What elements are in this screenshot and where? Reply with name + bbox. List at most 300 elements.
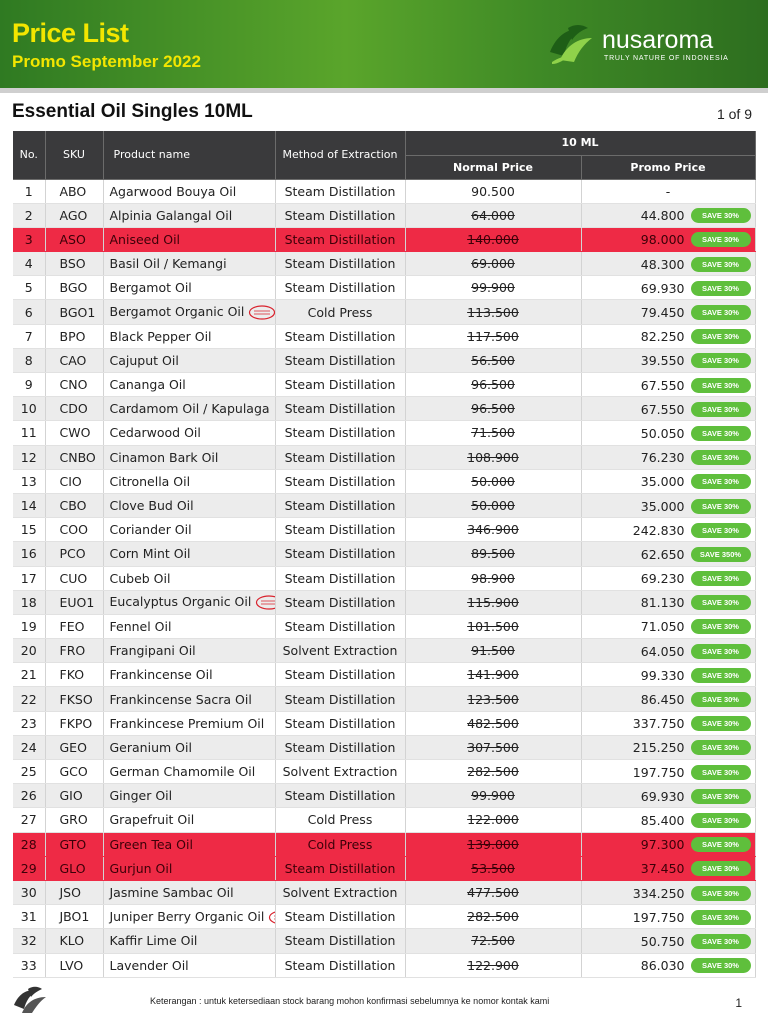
normal-price-text: 141.900 (467, 667, 519, 683)
save-badge: SAVE 30% (691, 644, 751, 659)
cell-product-name (103, 566, 275, 590)
cell-method: Steam Distillation (275, 373, 405, 397)
cell-method: Steam Distillation (275, 203, 405, 227)
normal-price-text: 69.000 (471, 256, 515, 272)
table-row (13, 542, 755, 566)
promo-price-text: 242.830 (632, 522, 685, 538)
product-name-text: Fennel Oil (109, 618, 172, 634)
cell-product-name (103, 880, 275, 904)
cell-promo-price (581, 735, 755, 759)
save-badge: SAVE 30% (691, 716, 751, 731)
cell-method: Cold Press (275, 300, 405, 324)
save-badge: SAVE 30% (691, 692, 751, 707)
product-name-text: Geranium Oil (109, 739, 192, 755)
footer-note: Keterangan : untuk ketersediaan stock barang mohon konfirmasi sebelumnya ke nomor kontak kami (150, 996, 550, 1006)
table-row (13, 252, 755, 276)
product-name-text: Frankincese Premium Oil (109, 715, 265, 731)
promo-price-text: 64.050 (640, 643, 685, 659)
cell-method: Cold Press (275, 808, 405, 832)
save-badge: SAVE 30% (691, 619, 751, 634)
cell-normal-price (405, 760, 581, 784)
brand-logo (546, 22, 746, 66)
cell-promo-price (581, 252, 755, 276)
normal-price-text: 108.900 (467, 449, 519, 465)
header-banner (0, 0, 768, 88)
cell-no: 17 (13, 566, 45, 590)
normal-price-text: 140.000 (467, 231, 519, 247)
product-name-text: Frankincense Oil (109, 667, 213, 683)
cell-normal-price (405, 179, 581, 203)
cell-sku: CWO (45, 421, 103, 445)
cell-method: Steam Distillation (275, 324, 405, 348)
cell-product-name (103, 639, 275, 663)
cell-sku: PCO (45, 542, 103, 566)
save-badge: SAVE 30% (691, 450, 751, 465)
cell-normal-price (405, 808, 581, 832)
cell-method: Steam Distillation (275, 421, 405, 445)
normal-price-text: 101.500 (467, 618, 519, 634)
product-name-text: Gurjun Oil (109, 860, 173, 876)
save-badge: SAVE 30% (691, 861, 751, 876)
cell-promo-price (581, 590, 755, 614)
table-row (13, 203, 755, 227)
table-row (13, 445, 755, 469)
cell-normal-price (405, 493, 581, 517)
normal-price-text: 477.500 (467, 885, 519, 901)
save-badge: SAVE 30% (691, 378, 751, 393)
save-badge: SAVE 30% (691, 305, 751, 320)
table-row (13, 276, 755, 300)
page-subtitle: Promo September 2022 (12, 52, 201, 71)
cell-product-name (103, 518, 275, 542)
cell-method: Steam Distillation (275, 493, 405, 517)
cell-promo-price (581, 421, 755, 445)
save-badge: SAVE 30% (691, 257, 751, 272)
cell-product-name (103, 808, 275, 832)
product-name-text: Juniper Berry Organic Oil (109, 908, 265, 924)
cell-promo-price (581, 687, 755, 711)
promo-price-text: 79.450 (640, 305, 685, 321)
cell-promo-price (581, 929, 755, 953)
header-divider (0, 88, 768, 93)
cell-no: 12 (13, 445, 45, 469)
save-badge: SAVE 30% (691, 281, 751, 296)
cell-promo-price (581, 856, 755, 880)
cell-promo-price (581, 276, 755, 300)
cell-method: Steam Distillation (275, 905, 405, 929)
cell-product-name (103, 735, 275, 759)
save-badge: SAVE 30% (691, 208, 751, 223)
cell-normal-price (405, 832, 581, 856)
cell-no: 2 (13, 203, 45, 227)
promo-price-text: 62.650 (640, 546, 685, 562)
cell-sku: CUO (45, 566, 103, 590)
cell-normal-price (405, 469, 581, 493)
cell-promo-price (581, 445, 755, 469)
promo-price-text: 82.250 (640, 329, 685, 345)
cell-sku: ASO (45, 227, 103, 251)
cell-product-name (103, 493, 275, 517)
cell-product-name (103, 590, 275, 614)
promo-price-text: 98.000 (640, 232, 685, 248)
normal-price-text: 307.500 (467, 739, 519, 755)
cell-product-name (103, 348, 275, 372)
product-name-text: Cubeb Oil (109, 570, 171, 586)
cell-method: Steam Distillation (275, 856, 405, 880)
cell-no: 33 (13, 953, 45, 977)
normal-price-text: 91.500 (471, 643, 515, 659)
normal-price-text: 115.900 (467, 594, 519, 610)
cell-method: Steam Distillation (275, 179, 405, 203)
promo-price-text: 85.400 (640, 812, 685, 828)
cell-product-name (103, 324, 275, 348)
promo-price-text: 86.030 (640, 958, 685, 974)
normal-price-text: 50.000 (471, 473, 515, 489)
normal-price-text: 346.900 (467, 522, 519, 538)
cell-product-name (103, 856, 275, 880)
cell-promo-price (581, 348, 755, 372)
promo-price-text: 50.750 (640, 933, 685, 949)
table-row (13, 639, 755, 663)
promo-price-text: 81.130 (640, 595, 685, 611)
promo-price-text: 69.930 (640, 280, 685, 296)
table-row (13, 300, 755, 324)
cell-product-name (103, 929, 275, 953)
cell-promo-price (581, 179, 755, 203)
cell-no: 5 (13, 276, 45, 300)
product-name-text: Green Tea Oil (109, 836, 193, 852)
cell-method: Solvent Extraction (275, 880, 405, 904)
cell-no: 22 (13, 687, 45, 711)
cell-promo-price (581, 832, 755, 856)
promo-price-text: 39.550 (640, 353, 685, 369)
table-row (13, 227, 755, 251)
save-badge: SAVE 30% (691, 910, 751, 925)
table-row (13, 469, 755, 493)
cell-sku: JBO1 (45, 905, 103, 929)
cell-normal-price (405, 663, 581, 687)
cell-method: Steam Distillation (275, 590, 405, 614)
cell-promo-price (581, 542, 755, 566)
table-row (13, 324, 755, 348)
table-row (13, 735, 755, 759)
cell-normal-price (405, 590, 581, 614)
cell-promo-price (581, 614, 755, 638)
cell-method: Cold Press (275, 832, 405, 856)
cell-method: Steam Distillation (275, 929, 405, 953)
cell-sku: JSO (45, 880, 103, 904)
product-name-text: Eucalyptus Organic Oil (109, 594, 252, 610)
cell-product-name (103, 469, 275, 493)
cell-normal-price (405, 735, 581, 759)
cell-product-name (103, 953, 275, 977)
table-row (13, 784, 755, 808)
cell-normal-price (405, 711, 581, 735)
table-row (13, 493, 755, 517)
cell-promo-price (581, 227, 755, 251)
save-badge: SAVE 30% (691, 353, 751, 368)
table-row (13, 663, 755, 687)
cell-promo-price (581, 566, 755, 590)
promo-price-text: 69.930 (640, 788, 685, 804)
cell-no: 28 (13, 832, 45, 856)
cell-sku: BSO (45, 252, 103, 276)
cell-product-name (103, 687, 275, 711)
cell-product-name (103, 832, 275, 856)
cell-product-name (103, 373, 275, 397)
cell-product-name (103, 227, 275, 251)
page-title: Price List (12, 18, 129, 48)
table-row (13, 856, 755, 880)
normal-price-text: 71.500 (471, 425, 515, 441)
cell-method: Solvent Extraction (275, 639, 405, 663)
normal-price-text: 282.500 (467, 909, 519, 925)
cell-normal-price (405, 276, 581, 300)
cell-no: 29 (13, 856, 45, 880)
save-badge: SAVE 30% (691, 426, 751, 441)
normal-price-text: 90.500 (471, 183, 515, 199)
save-badge: SAVE 30% (691, 571, 751, 586)
table-body (13, 179, 755, 977)
normal-price-text: 482.500 (467, 715, 519, 731)
table-row (13, 614, 755, 638)
save-badge: SAVE 30% (691, 837, 751, 852)
cell-sku: EUO1 (45, 590, 103, 614)
organic-certified-icon (255, 595, 275, 610)
cell-product-name (103, 784, 275, 808)
cell-product-name (103, 203, 275, 227)
cell-normal-price (405, 373, 581, 397)
leaf-logo-icon (12, 985, 48, 1015)
cell-no: 6 (13, 300, 45, 324)
cell-normal-price (405, 905, 581, 929)
header-no: No. (13, 131, 45, 179)
cell-method: Steam Distillation (275, 348, 405, 372)
normal-price-text: 56.500 (471, 352, 515, 368)
cell-promo-price (581, 711, 755, 735)
normal-price-text: 99.900 (471, 280, 515, 296)
cell-product-name (103, 614, 275, 638)
header-normal-price: Normal Price (405, 155, 581, 179)
promo-price-text: 215.250 (632, 740, 685, 756)
cell-normal-price (405, 639, 581, 663)
brand-tagline: TRULY NATURE OF INDONESIA (604, 55, 729, 62)
page-indicator: 1 of 9 (716, 106, 752, 122)
promo-price-text: 67.550 (640, 401, 685, 417)
save-badge: SAVE 30% (691, 499, 751, 514)
table-row (13, 590, 755, 614)
cell-no: 18 (13, 590, 45, 614)
promo-price-text: 97.300 (640, 837, 685, 853)
product-name-text: Ginger Oil (109, 788, 173, 804)
cell-normal-price (405, 227, 581, 251)
cell-sku: CNBO (45, 445, 103, 469)
product-name-text: Cajuput Oil (109, 352, 179, 368)
save-badge: SAVE 30% (691, 789, 751, 804)
cell-promo-price (581, 518, 755, 542)
normal-price-text: 50.000 (471, 498, 515, 514)
cell-normal-price (405, 784, 581, 808)
header-method: Method of Extraction (275, 131, 405, 179)
normal-price-text: 117.500 (467, 328, 519, 344)
table-row (13, 953, 755, 977)
cell-product-name (103, 300, 275, 324)
cell-normal-price (405, 397, 581, 421)
normal-price-text: 282.500 (467, 764, 519, 780)
promo-price-text: 337.750 (632, 716, 685, 732)
cell-no: 7 (13, 324, 45, 348)
table-row (13, 373, 755, 397)
cell-sku: BGO (45, 276, 103, 300)
cell-normal-price (405, 542, 581, 566)
cell-no: 20 (13, 639, 45, 663)
promo-price-text: 334.250 (632, 885, 685, 901)
promo-price-text: 48.300 (640, 256, 685, 272)
table-row (13, 929, 755, 953)
cell-no: 9 (13, 373, 45, 397)
table-row (13, 421, 755, 445)
cell-sku: GEO (45, 735, 103, 759)
footer-page-number: 1 (735, 996, 742, 1010)
cell-promo-price (581, 493, 755, 517)
cell-normal-price (405, 348, 581, 372)
promo-price-text: 69.230 (640, 571, 685, 587)
cell-sku: CBO (45, 493, 103, 517)
save-badge: SAVE 30% (691, 886, 751, 901)
save-badge: SAVE 30% (691, 765, 751, 780)
cell-method: Steam Distillation (275, 663, 405, 687)
cell-no: 30 (13, 880, 45, 904)
cell-sku: FKSO (45, 687, 103, 711)
cell-product-name (103, 252, 275, 276)
cell-promo-price (581, 880, 755, 904)
cell-method: Steam Distillation (275, 953, 405, 977)
header-product: Product name (103, 131, 275, 179)
cell-normal-price (405, 566, 581, 590)
table-row (13, 905, 755, 929)
cell-method: Steam Distillation (275, 445, 405, 469)
cell-normal-price (405, 614, 581, 638)
cell-no: 4 (13, 252, 45, 276)
cell-normal-price (405, 252, 581, 276)
product-name-text: Basil Oil / Kemangi (109, 256, 227, 272)
normal-price-text: 53.500 (471, 860, 515, 876)
cell-normal-price (405, 203, 581, 227)
product-name-text: Aniseed Oil (109, 231, 181, 247)
cell-no: 27 (13, 808, 45, 832)
cell-normal-price (405, 856, 581, 880)
promo-price-text: 35.000 (640, 474, 685, 490)
cell-no: 26 (13, 784, 45, 808)
cell-method: Steam Distillation (275, 518, 405, 542)
promo-price-text: 76.230 (640, 450, 685, 466)
cell-sku: BGO1 (45, 300, 103, 324)
cell-promo-price (581, 953, 755, 977)
cell-normal-price (405, 518, 581, 542)
cell-product-name (103, 397, 275, 421)
normal-price-text: 89.500 (471, 546, 515, 562)
save-badge: SAVE 30% (691, 523, 751, 538)
promo-price-text: 35.000 (640, 498, 685, 514)
normal-price-text: 139.000 (467, 836, 519, 852)
cell-sku: FRO (45, 639, 103, 663)
cell-method: Steam Distillation (275, 687, 405, 711)
normal-price-text: 72.500 (471, 933, 515, 949)
cell-sku: FKO (45, 663, 103, 687)
cell-method: Steam Distillation (275, 276, 405, 300)
product-name-text: Frankincense Sacra Oil (109, 691, 252, 707)
normal-price-text: 98.900 (471, 570, 515, 586)
cell-sku: FEO (45, 614, 103, 638)
cell-sku: GIO (45, 784, 103, 808)
cell-method: Steam Distillation (275, 735, 405, 759)
table-row (13, 808, 755, 832)
save-badge: SAVE 30% (691, 402, 751, 417)
section-title: Essential Oil Singles 10ML (12, 101, 253, 122)
normal-price-text: 96.500 (471, 377, 515, 393)
cell-no: 31 (13, 905, 45, 929)
cell-method: Steam Distillation (275, 397, 405, 421)
promo-price-text: 37.450 (640, 861, 685, 877)
cell-promo-price (581, 808, 755, 832)
cell-sku: BPO (45, 324, 103, 348)
table-row (13, 687, 755, 711)
product-name-text: German Chamomile Oil (109, 764, 256, 780)
table-row (13, 518, 755, 542)
cell-sku: CIO (45, 469, 103, 493)
product-name-text: Frangipani Oil (109, 643, 196, 659)
cell-no: 25 (13, 760, 45, 784)
cell-sku: GLO (45, 856, 103, 880)
cell-no: 14 (13, 493, 45, 517)
cell-normal-price (405, 445, 581, 469)
cell-promo-price (581, 469, 755, 493)
normal-price-text: 122.000 (467, 812, 519, 828)
table-row (13, 711, 755, 735)
cell-no: 19 (13, 614, 45, 638)
cell-promo-price (581, 760, 755, 784)
promo-price-text: 44.800 (640, 208, 685, 224)
promo-price-text: 197.750 (632, 764, 685, 780)
cell-promo-price (581, 663, 755, 687)
promo-price-text: 67.550 (640, 377, 685, 393)
product-name-text: Agarwood Bouya Oil (109, 183, 237, 199)
table-row (13, 397, 755, 421)
header-promo-price: Promo Price (581, 155, 755, 179)
product-name-text: Alpinia Galangal Oil (109, 207, 233, 223)
cell-sku: LVO (45, 953, 103, 977)
normal-price-text: 123.500 (467, 691, 519, 707)
product-name-text: Cananga Oil (109, 377, 186, 393)
product-name-text: Lavender Oil (109, 957, 189, 973)
cell-sku: CNO (45, 373, 103, 397)
organic-certified-icon (268, 910, 275, 925)
cell-sku: GCO (45, 760, 103, 784)
cell-normal-price (405, 324, 581, 348)
cell-normal-price (405, 687, 581, 711)
normal-price-text: 64.000 (471, 207, 515, 223)
cell-no: 21 (13, 663, 45, 687)
product-name-text: Jasmine Sambac Oil (109, 885, 234, 901)
product-name-text: Cedarwood Oil (109, 425, 201, 441)
save-badge: SAVE 30% (691, 474, 751, 489)
cell-product-name (103, 905, 275, 929)
cell-normal-price (405, 953, 581, 977)
cell-product-name (103, 421, 275, 445)
promo-price-text: 99.330 (640, 667, 685, 683)
table-row (13, 566, 755, 590)
cell-promo-price (581, 203, 755, 227)
